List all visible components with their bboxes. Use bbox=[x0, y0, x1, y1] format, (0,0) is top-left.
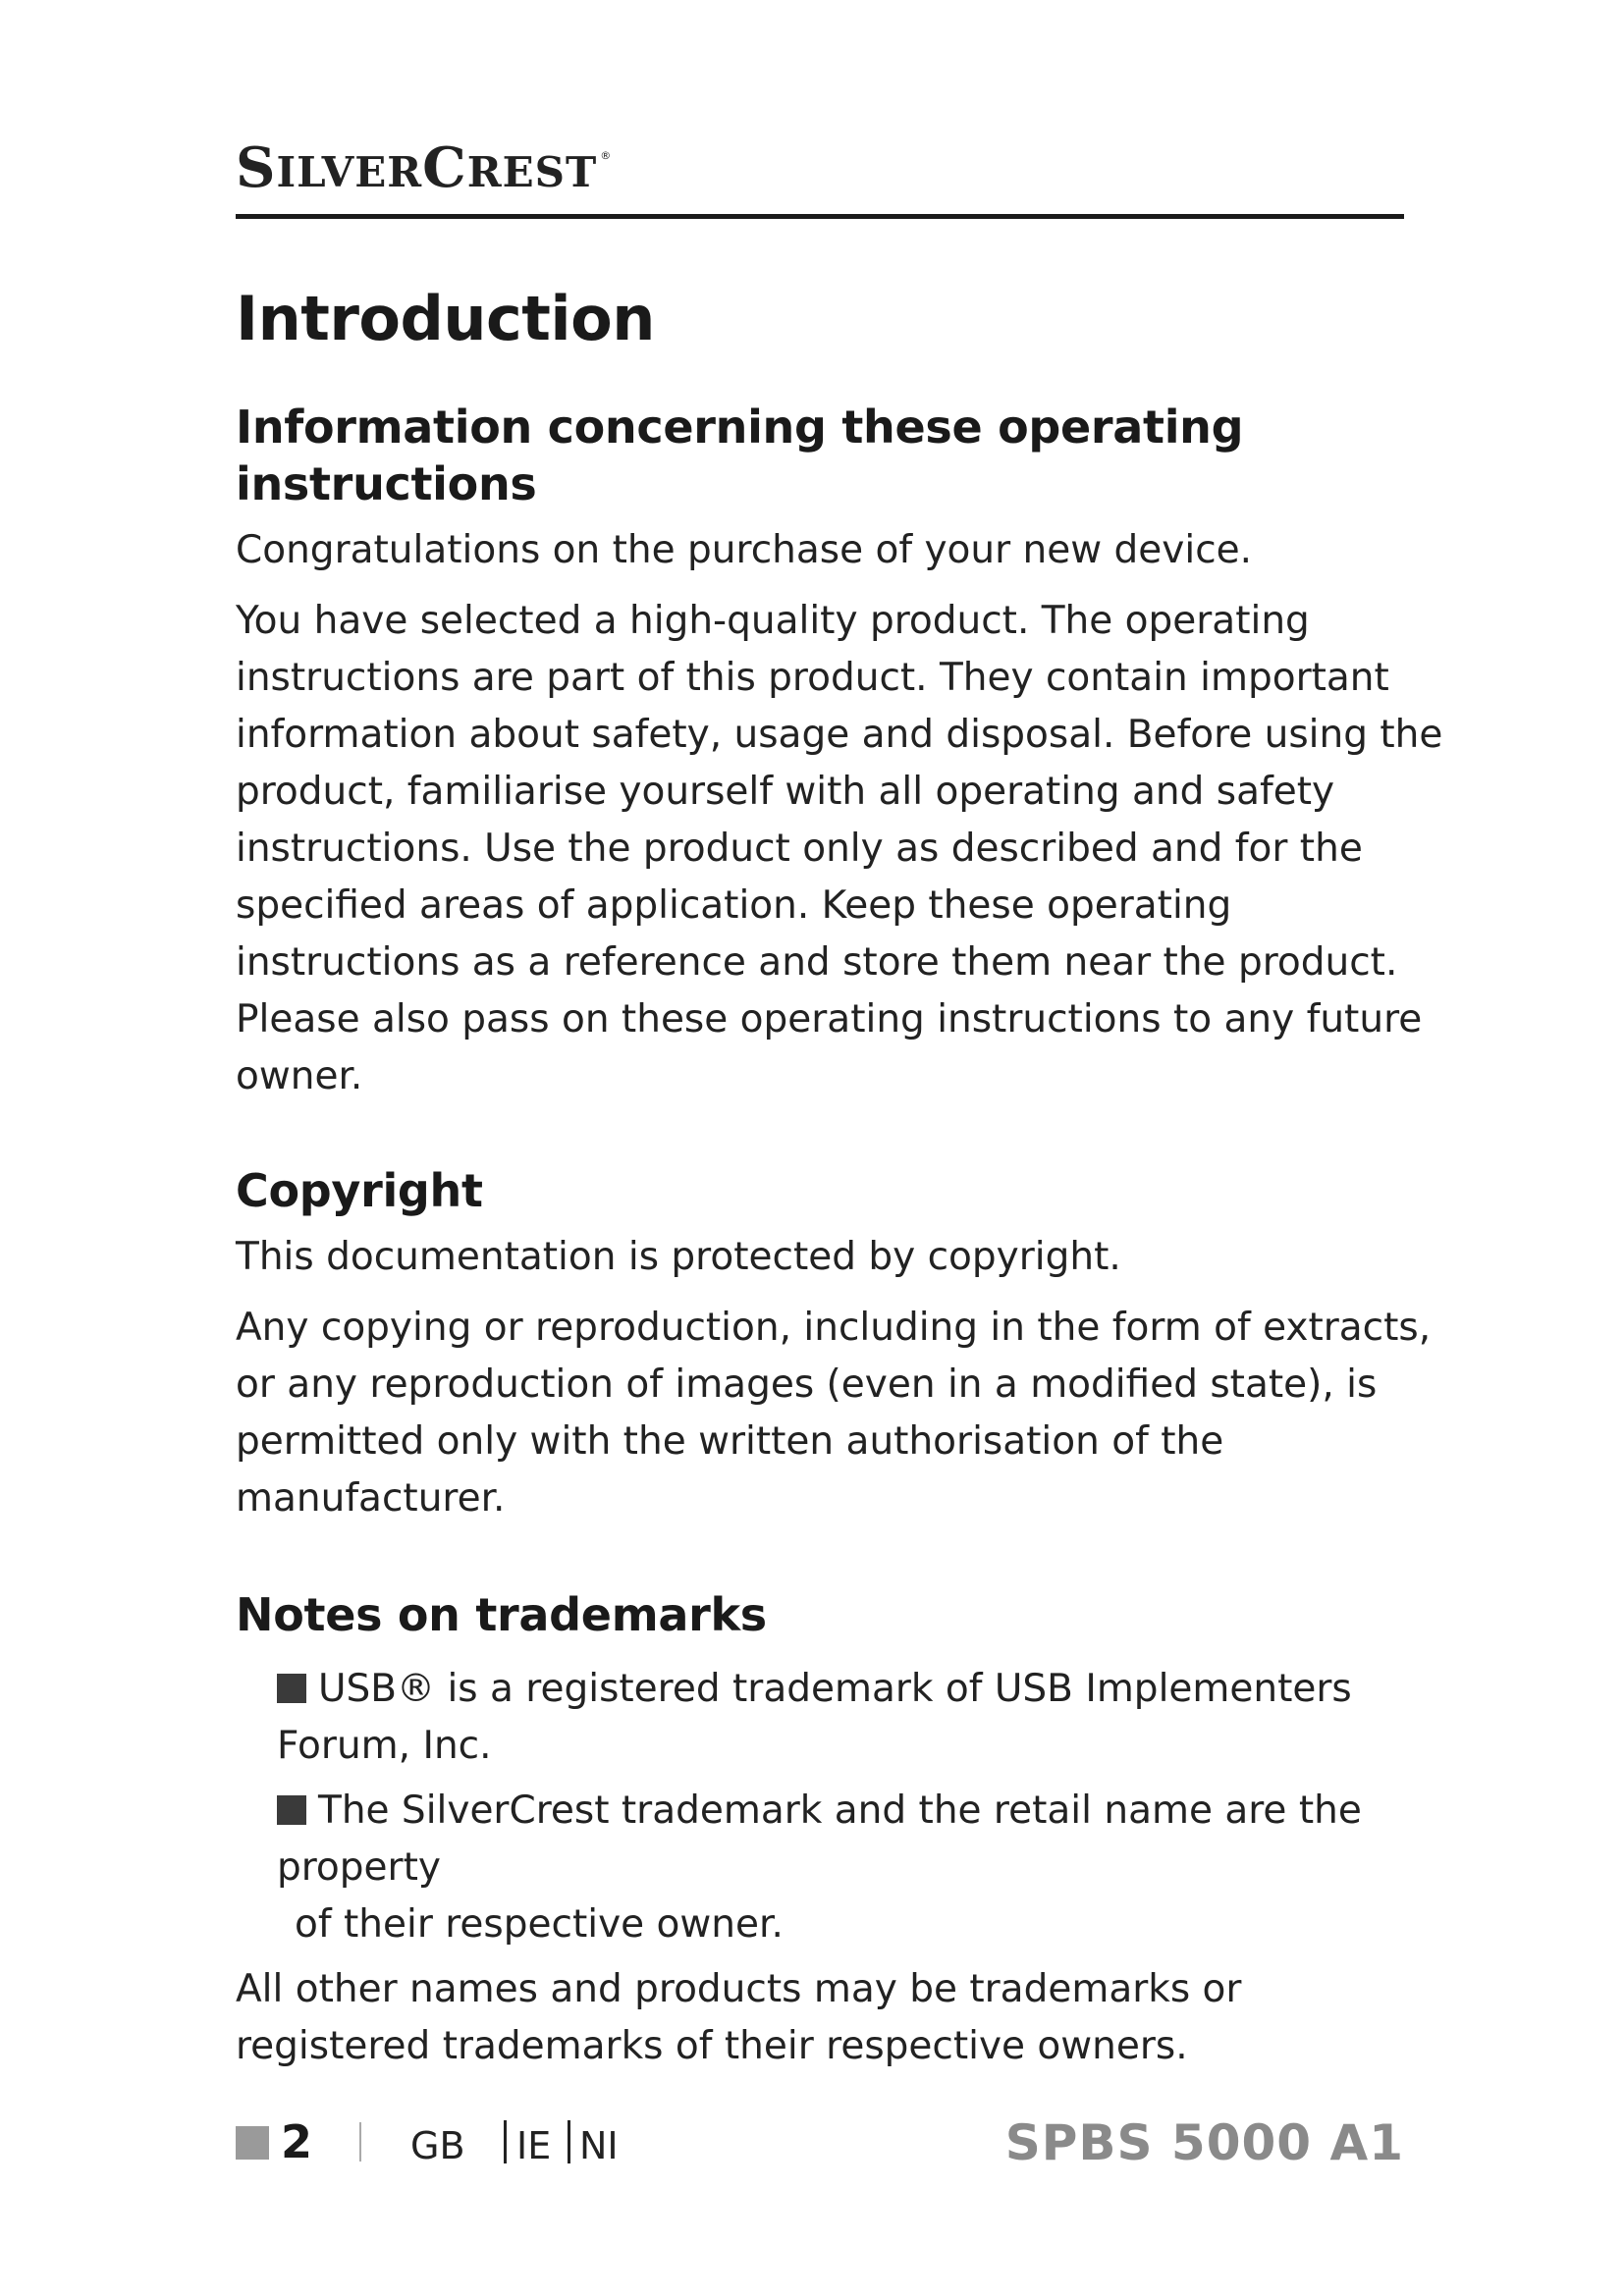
page-footer bbox=[236, 2109, 1404, 2177]
bullet-square-icon bbox=[277, 1674, 306, 1703]
list-item-text-continued: of their respective owner. bbox=[295, 1902, 784, 1947]
list-item-text: USB® is a registered trademark of USB Implementers Forum, Inc. bbox=[277, 1667, 1352, 1768]
section-trademarks bbox=[236, 1586, 1443, 2075]
language-code: NI bbox=[579, 2124, 619, 2167]
brand-letter: C bbox=[422, 135, 467, 200]
section-info bbox=[236, 399, 1443, 1105]
brand-letters: ILVER bbox=[276, 148, 423, 196]
page-title: Introduction bbox=[236, 283, 655, 354]
list-item bbox=[277, 1661, 1443, 1775]
footer-divider bbox=[359, 2122, 361, 2162]
registered-mark: ® bbox=[600, 149, 613, 162]
section-heading: Information concerning these operating instructions bbox=[236, 400, 1244, 510]
footer-divider bbox=[504, 2120, 507, 2163]
brand-letters: REST bbox=[466, 148, 598, 196]
language-code: GB bbox=[410, 2124, 465, 2167]
bullet-square-icon bbox=[277, 1795, 306, 1825]
section-heading: Notes on trademarks bbox=[236, 1588, 767, 1641]
brand-letter: S bbox=[236, 135, 277, 200]
section-copyright bbox=[236, 1162, 1443, 1527]
page-number: 2 bbox=[281, 2115, 313, 2168]
model-number: SPBS 5000 A1 bbox=[1004, 2114, 1404, 2171]
trademark-list bbox=[236, 1661, 1443, 1953]
page-content bbox=[236, 275, 1443, 2075]
section-heading: Copyright bbox=[236, 1164, 483, 1217]
footer-square-icon bbox=[236, 2126, 269, 2160]
paragraph: Any copying or reproduction, including in the form of extracts, or any reproduction of images (even in a modified state), is permitted only with the written authorisation of the manufacturer. bbox=[236, 1306, 1432, 1521]
paragraph: You have selected a high-quality product. The operating instructions are part of this product. They contain important information about safety, usage and disposal. Before using the product, familiarise yourself with all operating and safety instructions. Use the product only as described and for the specified areas of application. Keep these operating instructions as a reference and store them near the product. Please also pass on these operating instructions to any future owner. bbox=[236, 599, 1443, 1098]
footer-divider bbox=[568, 2120, 570, 2163]
list-item bbox=[277, 1783, 1443, 1953]
header-divider bbox=[236, 214, 1404, 219]
paragraph: Congratulations on the purchase of your new device. bbox=[236, 528, 1253, 572]
brand-logo bbox=[236, 135, 612, 200]
language-code: IE bbox=[516, 2124, 552, 2167]
list-item-text: The SilverCrest trademark and the retail name are the property bbox=[277, 1789, 1362, 1890]
paragraph: This documentation is protected by copyright. bbox=[236, 1235, 1121, 1279]
paragraph: All other names and products may be trademarks or registered trademarks of their respective owners. bbox=[236, 1967, 1242, 2068]
